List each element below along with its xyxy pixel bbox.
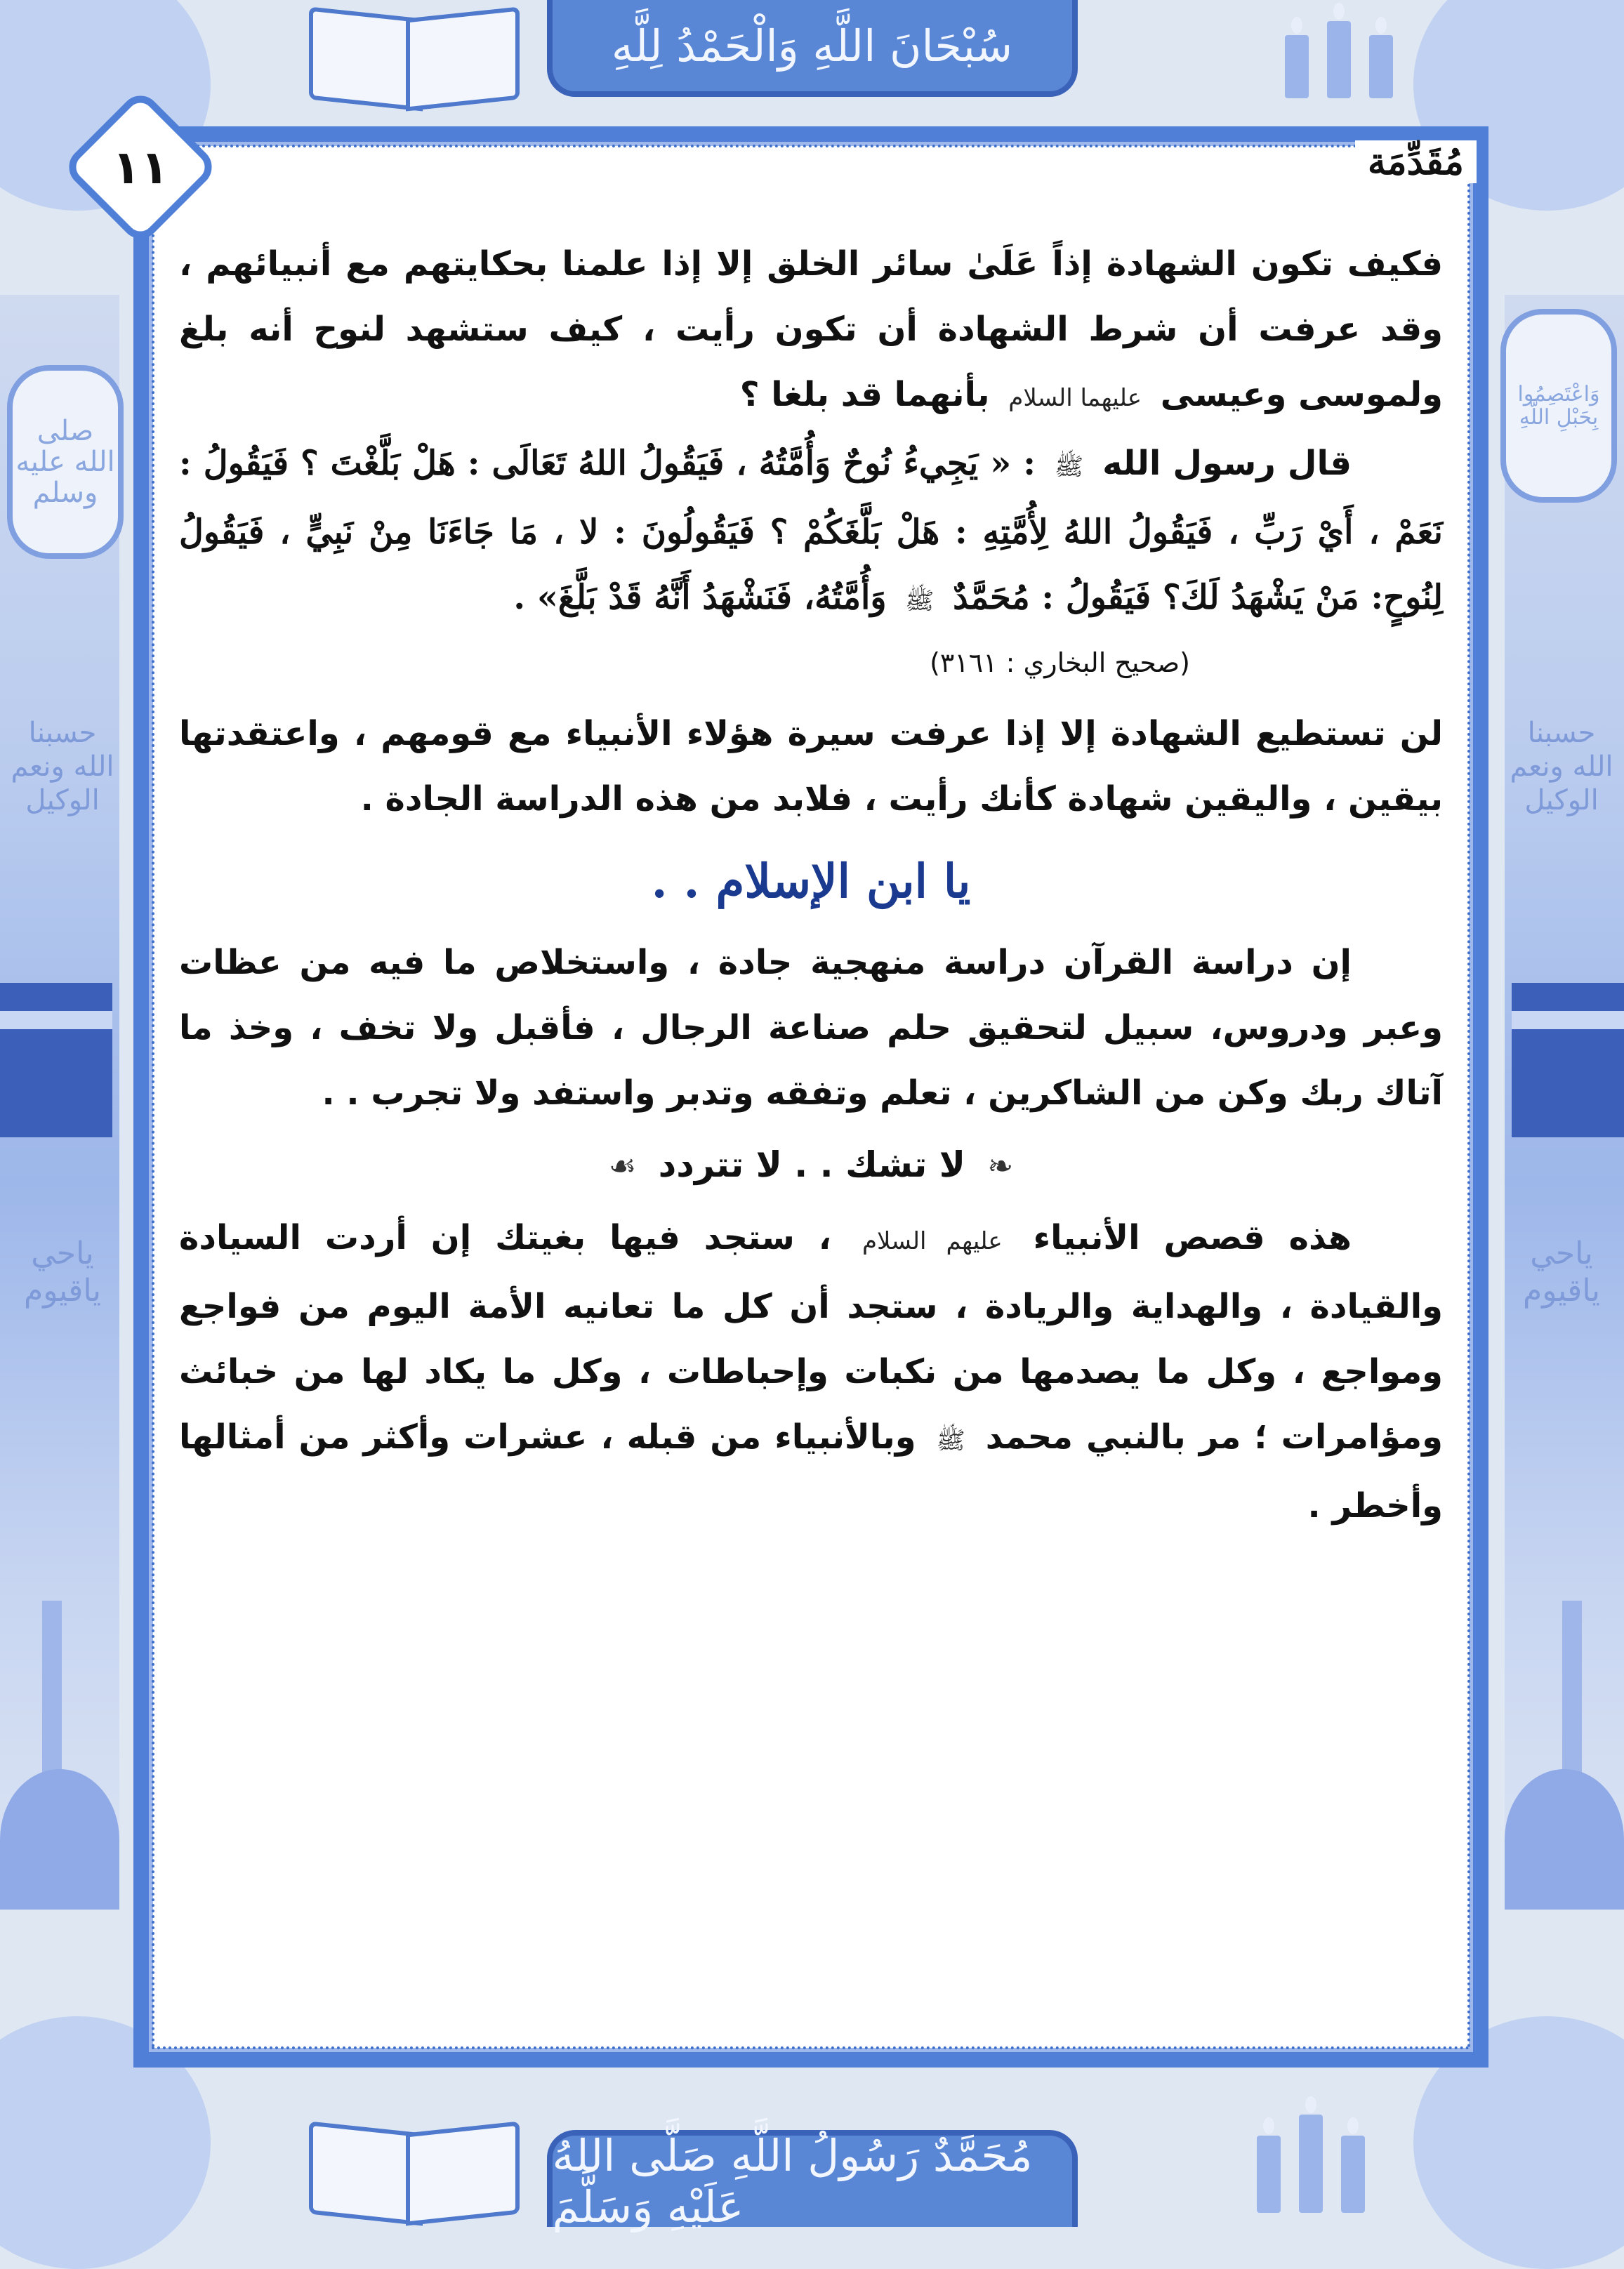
sub-heading (179, 1126, 1443, 1205)
honorific-icon: عليهم السلام (862, 1227, 1003, 1255)
bottom-right-candle-icon (1257, 2136, 1281, 2213)
honorific-icon: ﷺ (905, 587, 935, 615)
honorific-icon: عليهما السلام (1008, 384, 1142, 412)
paragraph: لن تستطيع الشهادة إلا إذا عرفت سيرة هؤلاء الأنبياء مع قومهم ، واعتقدتها بيقين ، واليقين شهادة كأنك رأيت ، فلابد من هذه الدراسة الجادة . (179, 714, 1443, 819)
paragraph-text: وبالأنبياء من قبله ، عشرات وأكثر من أمثالها وأخطر . (179, 1417, 1443, 1526)
left-dome (0, 1769, 119, 1910)
sub-heading-text: لا تشك . . لا تتردد (658, 1144, 965, 1185)
hadith-quote: وَأُمَّتُهُ، فَنَشْهَدُ أَنَّهُ قَدْ بَلَّغَ» . (513, 578, 887, 617)
ornament-icon: ☙ (608, 1149, 637, 1184)
top-right-candle-icon (1327, 21, 1351, 98)
section-heading: يا ابن الإسلام . . (651, 854, 971, 908)
bottom-left-quran-icon (309, 2122, 520, 2220)
paragraph-text: هذه قصص الأنبياء (1033, 1218, 1352, 1257)
paragraph-text: ، ستجد فيها بغيتك إن أردت السيادة والقيادة ، والهداية والريادة ، ستجد أن كل ما تعانيه الأمة اليوم من فواجع ومواجع ، وكل ما يصدمها من نكبات وإحباطات ، وكل ما يكاد لها من خبائث ومؤامرات ؛ مر بالنبي محمد (179, 1218, 1443, 1457)
paragraph-text: قال رسول الله (1102, 444, 1352, 483)
right-calligraphy: حسبنا الله ونعم الوكيل (1510, 717, 1613, 816)
top-right-candle-icon (1369, 35, 1393, 98)
ornament-icon: ❧ (987, 1149, 1014, 1184)
left-calligraphy-2: ياحي ياقيوم (24, 1236, 101, 1309)
honorific-icon: ﷺ (936, 1427, 965, 1455)
top-right-candle-icon (1285, 35, 1309, 98)
left-calligraphy: حسبنا الله ونعم الوكيل (11, 717, 114, 816)
hadith-source: (صحيح البخاري : ٣١٦١) (930, 647, 1190, 678)
right-dome (1505, 1769, 1624, 1910)
bottom-right-candle-icon (1341, 2136, 1365, 2213)
top-banner: سُبْحَانَ اللَّهِ وَالْحَمْدُ لِلَّهِ (547, 0, 1078, 97)
paragraph-text: فكيف تكون الشهادة إذاً عَلَىٰ سائر الخلق إلا إذا علمنا بحكايتهم مع أنبيائهم ، وقد عرفت أن شرط الشهادة أن تكون رأيت ، كيف ستشهد لنوح أنه بلغ ولموسى وعيسى (179, 244, 1443, 414)
left-medallion: صلى الله عليه وسلم (7, 365, 124, 559)
right-kaaba-image (1512, 983, 1624, 1137)
page-content (179, 232, 1443, 1539)
right-medallion: وَاعْتَصِمُوا بِحَبْلِ اللَّهِ (1500, 309, 1617, 503)
left-kaaba-image (0, 983, 112, 1137)
paragraph (179, 232, 1443, 431)
top-left-quran-icon (309, 7, 520, 105)
hadith-quote: : « يَجِيءُ نُوحٌ وَأُمَّتُهُ ، فَيَقُولُ اللهُ تَعَالَى : هَلْ بَلَّغْتَ ؟ فَيَقُولُ : نَعَمْ ، أَيْ رَبِّ ، فَيَقُولُ اللهُ لِأُمَّتِهِ : هَلْ بَلَّغَكُمْ ؟ فَيَقُولُونَ : لا ، مَا جَاءَنَا مِنْ نَبِيٍّ ، فَيَقُولُ لِنُوحٍ: مَنْ يَشْهَدُ لَكَ؟ فَيَقُولُ : مُحَمَّدٌ (179, 444, 1443, 617)
page-number: ١١ (112, 140, 169, 194)
right-calligraphy-2: ياحي ياقيوم (1523, 1236, 1600, 1309)
page-header-title: مُقَدِّمَة (1355, 140, 1477, 183)
bottom-right-candle-icon (1299, 2115, 1323, 2213)
honorific-icon: ﷺ (1055, 453, 1084, 481)
hadith-paragraph (179, 431, 1443, 634)
paragraph (179, 1205, 1443, 1539)
paragraph-text: بأنهما قد بلغا ؟ (739, 375, 990, 414)
paragraph: إن دراسة القرآن دراسة منهجية جادة ، واستخلاص ما فيه من عظات وعبر ودروس، سبيل لتحقيق حلم صناعة الرجال ، فأقبل ولا تخف ، وخذ ما آتاك ربك وكن من الشاكرين ، تعلم وتفقه وتدبر واستفد ولا تجرب . . (179, 943, 1443, 1113)
bottom-banner: مُحَمَّدٌ رَسُولُ اللَّهِ صَلَّى اللهُ عَلَيْهِ وَسَلَّمَ (547, 2130, 1078, 2227)
